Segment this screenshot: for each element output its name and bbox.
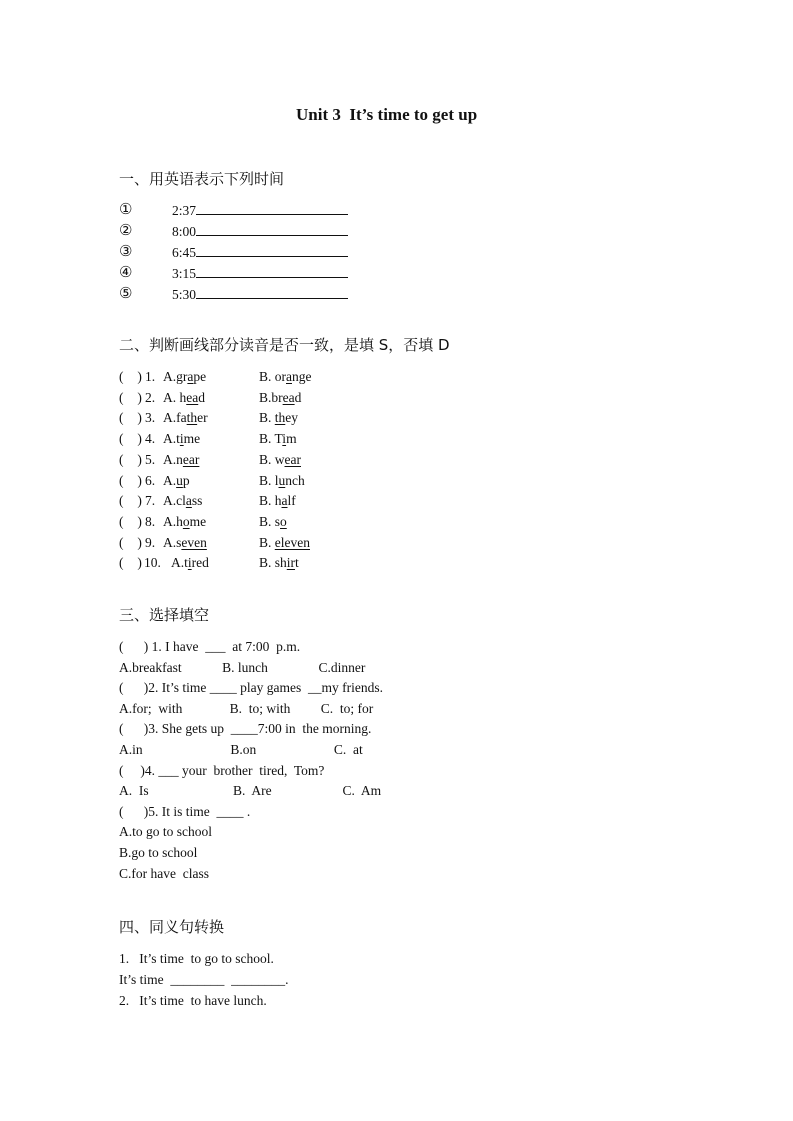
question-line: A.in B.on C. at [119,742,363,757]
answer-bracket: ( ) [119,410,142,426]
word-part: A.n [163,451,183,467]
item-number: 9. [145,534,156,550]
underlined-part: o [182,513,190,529]
answer-bracket: ( ) [119,431,142,447]
time-value: 2:37 [172,203,197,218]
word-part: A.s [163,534,182,550]
option-a [163,535,207,551]
question-line: ( )5. It is time ____ . [119,803,251,819]
answer-bracket: ( ) [119,451,142,467]
word-part: A.cl [163,493,186,509]
underlined-part: ea [186,389,199,405]
item-number: 2. [145,389,156,405]
answer-bracket: ( ) [119,472,142,488]
answer-bracket: ( ) [119,493,142,509]
question-line: ( )2. It’s time ____ play games __my friends. [119,680,383,696]
rewrite-line: 2. It’s time to have lunch. [119,993,267,1008]
word-part: A.h [163,513,183,529]
time-item [172,202,348,219]
item-number: 6. [145,472,156,488]
word-part: p [182,472,190,488]
word-part: me [183,431,201,447]
answer-blank [196,202,348,215]
question-line: ( )3. She gets up ____7:00 in the morning. [119,721,372,737]
word-part: ey [285,410,299,426]
underlined-part: th [186,410,198,426]
option-a [171,555,209,571]
underlined-part: o [280,513,287,529]
answer-blank [196,286,348,299]
word-part: A.t [171,555,188,571]
word-part: pe [193,369,207,384]
section3-heading: 三、选择填空 [119,606,210,624]
option-a [163,452,199,468]
underlined-part: i [179,431,184,447]
option-b [259,514,287,530]
time-value: 6:45 [172,245,197,260]
time-item-marker: ③ [119,244,133,260]
item-number: 10. [144,555,161,571]
page-title: Unit 3 It’s time to get up [296,105,478,124]
underlined-part: i [187,555,192,571]
option-a [163,493,202,509]
option-b [259,410,298,426]
option-b [259,493,296,509]
word-part: d [294,389,302,405]
item-number: 8. [145,513,156,529]
question-line: A.for; with B. to; with C. to; for [119,700,374,716]
underlined-part: eleven [274,534,310,550]
word-part: B. l [259,472,279,488]
word-part: t [295,555,299,571]
word-part: d [198,389,205,405]
option-b [259,473,305,489]
word-part: nge [292,369,312,384]
word-part: B. T [259,431,283,447]
underlined-part: i [282,431,287,447]
word-part: B. sh [259,555,287,571]
rewrite-line: It’s time ________ ________. [119,972,289,987]
answer-blank [196,265,348,278]
word-part: lf [287,493,296,509]
option-b [259,535,310,551]
word-part: er [197,410,208,426]
underlined-part: u [278,472,286,488]
underlined-part: a [185,493,192,509]
answer-bracket: ( ) [119,369,142,384]
underlined-part: a [281,493,288,509]
option-b [259,431,297,447]
item-number: 1. [145,369,156,384]
answer-bracket: ( ) [119,534,142,550]
underlined-part: a [286,369,292,384]
word-part: B. w [259,451,285,467]
word-part: B. h [259,493,282,509]
underlined-part: a [187,369,194,384]
word-part: A.gr [163,369,188,384]
word-part: B. or [259,369,286,384]
question-line: B.go to school [119,845,198,860]
item-number: 7. [145,493,156,509]
question-line: ( ) 1. I have ___ at 7:00 p.m. [119,639,301,654]
option-b [259,390,301,406]
time-item [172,286,348,303]
word-part: B.br [259,389,283,405]
underlined-part: u [176,472,183,488]
question-line: A.breakfast B. lunch C.dinner [119,659,366,675]
answer-bracket: ( ) [119,389,142,405]
time-value: 5:30 [172,287,197,302]
time-item-marker: ② [119,223,133,239]
underlined-part: ear [182,451,200,467]
section1-heading: 一、用英语表示下列时间 [119,170,285,188]
time-item-marker: ④ [119,265,133,281]
time-item [172,265,348,282]
question-line: A. Is B. Are C. Am [119,783,382,799]
section4-heading: 四、同义句转换 [119,918,225,936]
answer-bracket: ( ) [119,513,142,529]
option-a [163,473,190,489]
rewrite-line: 1. It’s time to go to school. [119,951,274,966]
option-a [163,514,206,530]
word-part: A. [163,472,177,488]
option-b [259,452,301,468]
word-part: A. h [163,389,187,405]
time-item-marker: ⑤ [119,286,133,302]
item-number: 4. [145,431,156,447]
word-part: B. [259,534,275,550]
word-part: B. [259,410,275,426]
option-a [163,390,205,406]
time-item-marker: ① [119,202,133,218]
time-value: 8:00 [172,224,197,239]
option-b [259,369,312,385]
time-value: 3:15 [172,266,197,281]
item-number: 3. [145,410,156,426]
option-a [163,410,208,426]
question-line: A.to go to school [119,824,212,840]
answer-blank [196,223,348,236]
section2-heading: 二、判断画线部分读音是否一致，是填 S，否填 D [119,336,450,354]
word-part: A.fa [163,410,187,426]
word-part: red [191,555,209,571]
question-line: C.for have class [119,865,209,881]
underlined-part: ea [282,389,295,405]
word-part: A.t [163,431,180,447]
answer-blank [196,244,348,257]
underlined-part: ir [286,555,296,571]
word-part: ss [191,493,203,509]
time-item [172,223,348,240]
underlined-part: ear [284,451,301,467]
answer-bracket: ( ) [119,555,142,571]
word-part: nch [285,472,305,488]
item-number: 5. [145,451,156,467]
option-a [163,431,200,447]
underlined-part: even [181,534,207,550]
question-line: ( )4. ___ your brother tired, Tom? [119,762,325,778]
word-part: m [286,431,297,447]
option-b [259,555,299,571]
option-a [163,369,206,385]
time-item [172,244,348,261]
word-part: me [189,513,207,529]
underlined-part: th [274,410,286,426]
word-part: B. s [259,513,281,529]
